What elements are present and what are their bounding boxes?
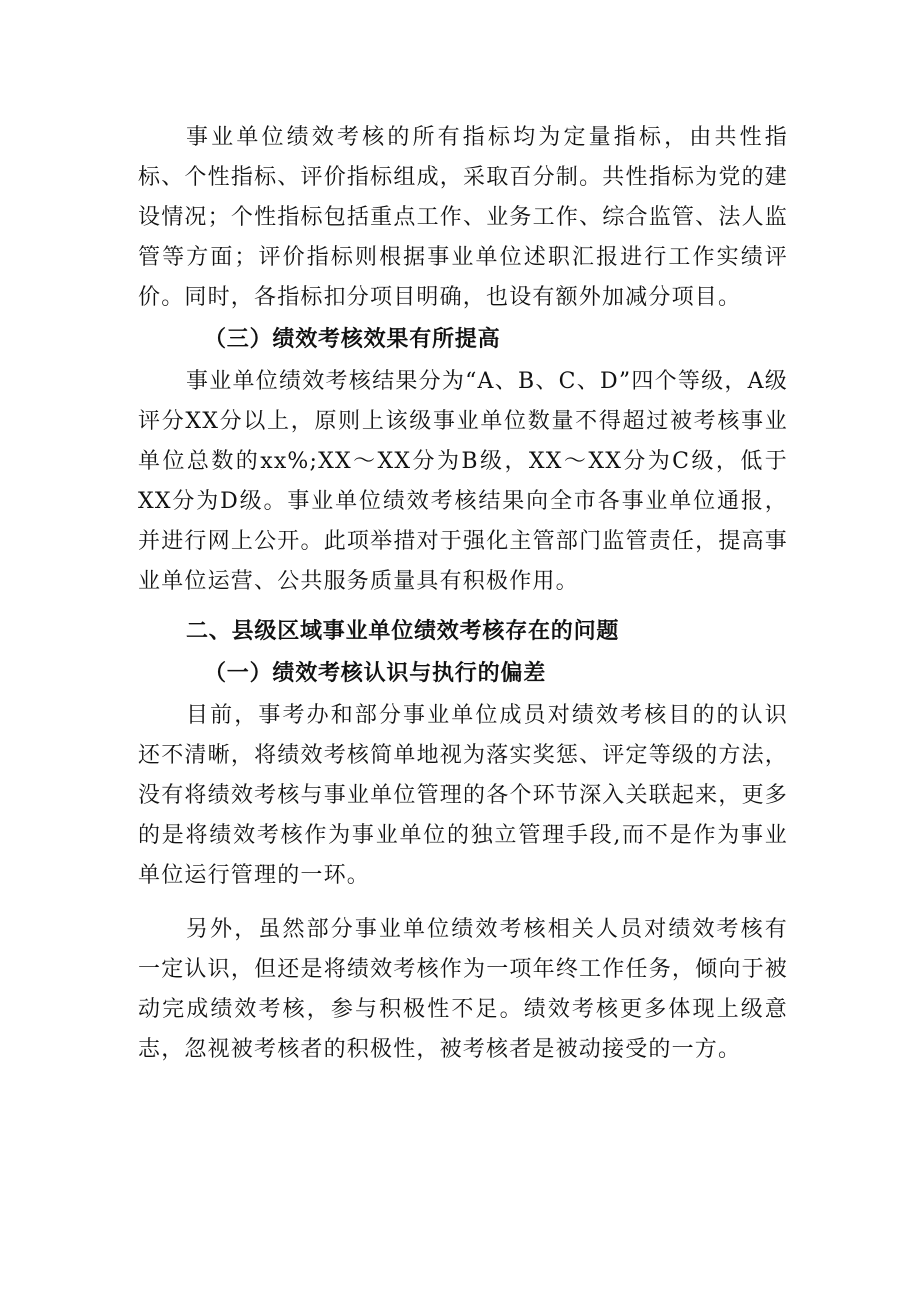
document-page [138,118,788,1070]
paragraph-indicators: 事业单位绩效考核的所有指标均为定量指标，由共性指标、个性指标、评价指标组成，采取百分制。共性指标为党的建设情况；个性指标包括重点工作、业务工作、综合监管、法人监管等方面；评价指标则根据事业单位述职汇报进行工作实绩评价。同时，各指标扣分项目明确，也设有额外加减分项目。 [138,125,788,310]
heading-effect-improved: （三）绩效考核效果有所提高 [204,327,501,352]
paragraph-additionally: 另外，虽然部分事业单位绩效考核相关人员对绩效考核有一定认识，但还是将绩效考核作为一项年终工作任务，倾向于被动完成绩效考核，参与积极性不足。绩效考核更多体现上级意志，忽视被考核者的积极性，被考核者是被动接受的一方。 [138,917,788,1062]
paragraph-current-situation: 目前，事考办和部分事业单位成员对绩效考核目的的认识还不清晰，将绩效考核简单地视为落实奖惩、评定等级的方法，没有将绩效考核与事业单位管理的各个环节深入关联起来，更多的是将绩效考核作为事业单位的独立管理手段,而不是作为事业单位运行管理的一环。 [138,703,788,888]
paragraph-grades: 事业单位绩效考核结果分为“A、B、C、D”四个等级，A级评分XX分以上，原则上该级事业单位数量不得超过被考核事业单位总数的xx%;XX～XX分为B级，XX～XX分为C级，低于XX分为D级。事业单位绩效考核结果向全市各事业单位通报，并进行网上公开。此项举措对于强化主管部门监管责任，提高事业单位运营、公共服务质量具有积极作用。 [138,369,788,594]
heading-section-problems: 二、县级区域事业单位绩效考核存在的问题 [186,619,620,644]
heading-cognition-deviation: （一）绩效考核认识与执行的偏差 [204,661,547,686]
